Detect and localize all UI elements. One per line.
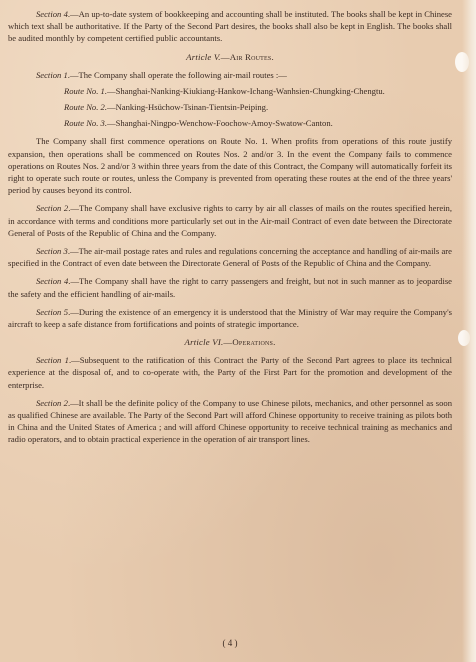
section-label: Section 2 (36, 397, 68, 408)
routes-commencement-paragraph: The Company shall first commence operations on Route No. 1. When profits from operations of this route justify expansion, then operations shall be commenced on Routes Nos. 2 and/or 3. In the event the Company fails to commence operations on Routes Nos. 2 and/or 3 within three years from the date of this Contract, the Company will automatically forfeit its right to operate such route or routes, unless the Company is prevented from operating these routes at the end of the three years' period by causes beyond its control. (8, 136, 452, 196)
route-3: Route No. 3. —Shanghai-Ningpo-Wenchow-Foochow-Amoy-Swatow-Canton. (64, 118, 333, 129)
article5-section2-paragraph (8, 202, 452, 239)
article4-section4-paragraph (8, 8, 452, 45)
article6-section1-paragraph (8, 354, 452, 391)
section-label: Section 1 (36, 69, 68, 80)
article-v-heading: Article V.—Air Routes. (186, 51, 274, 62)
article5-section4-paragraph (8, 275, 452, 299)
route-1: Route No. 1. —Shanghai-Nanking-Kiukiang-Hankow-Ichang-Wanhsien-Chungking-Chengtu. (64, 85, 385, 96)
section-text: .—During the existence of an emergency it is understood that the Ministry of War may require the Company's aircraft to keep a safe distance from fortifications and points of strategic importance. (8, 306, 452, 330)
section-text: .—Subsequent to the ratification of this Contract the Party of the Second Part agrees to place its technical experience at the disposal of, and to co-operate with, the Party of the First Part for the promotion and development of the enterprise. (8, 355, 452, 390)
torn-page-edge (462, 0, 476, 662)
section-label: Section 1 (36, 355, 69, 366)
section-label: Section 5 (36, 306, 69, 317)
route-2: Route No. 2. —Nanking-Hsüchow-Tsinan-Tientsin-Peiping. (64, 102, 269, 113)
article5-section1-paragraph (8, 69, 452, 81)
section-text: .—The Company shall have the right to carry passengers and freight, but not in such manner as to jeopardise the safety and the efficient handling of air-mails. (8, 276, 452, 299)
article6-section2-paragraph (8, 397, 452, 446)
page-number: ( 4 ) (222, 638, 238, 648)
section-text: .—The air-mail postage rates and rules and regulations concerning the acceptance and handling of air-mails are specified in the Contract of even date between the Directorate General of Posts of the Republic of China and the Company. (8, 246, 452, 269)
section-text: .—The Company shall have exclusive rights to carry by air all classes of mails on the routes specified herein, in accordance with terms and conditions more particularly set out in the Air-mail Contract of even date between the Directorate General of Posts of the Republic of China and the Company. (8, 203, 452, 238)
article-vi-heading: Article VI.—Operations. (184, 337, 276, 348)
section-label: Section 4 (36, 9, 68, 19)
article5-section3-paragraph (8, 245, 452, 269)
section-label: Section 4 (36, 276, 69, 287)
section-text: .—An up-to-date system of bookkeeping and accounting shall be instituted. The books shall be kept in Chinese which text shall be authoritative. If the Party of the Second Part desires, the books shall also be kept in English. The books shall be audited monthly by competent certified public accountants. (8, 9, 452, 44)
section-label: Section 2 (36, 203, 69, 214)
section-label: Section 3 (36, 246, 68, 257)
article5-section5-paragraph (8, 306, 452, 330)
section-text: .—The Company shall operate the following air-mail routes :— (67, 69, 287, 80)
section-text: .—It shall be the definite policy of the Company to use Chinese pilots, mechanics, and other personnel as soon as qualified Chinese are available. The Party of the Second Part will afford Chinese opportunity to receive training as pilots both in China and the United States of America ; and will afford Chinese opportunity to receive technical training as mechanics and radio operators, and to obtain practical experience in the operation of air transport lines. (8, 397, 452, 445)
